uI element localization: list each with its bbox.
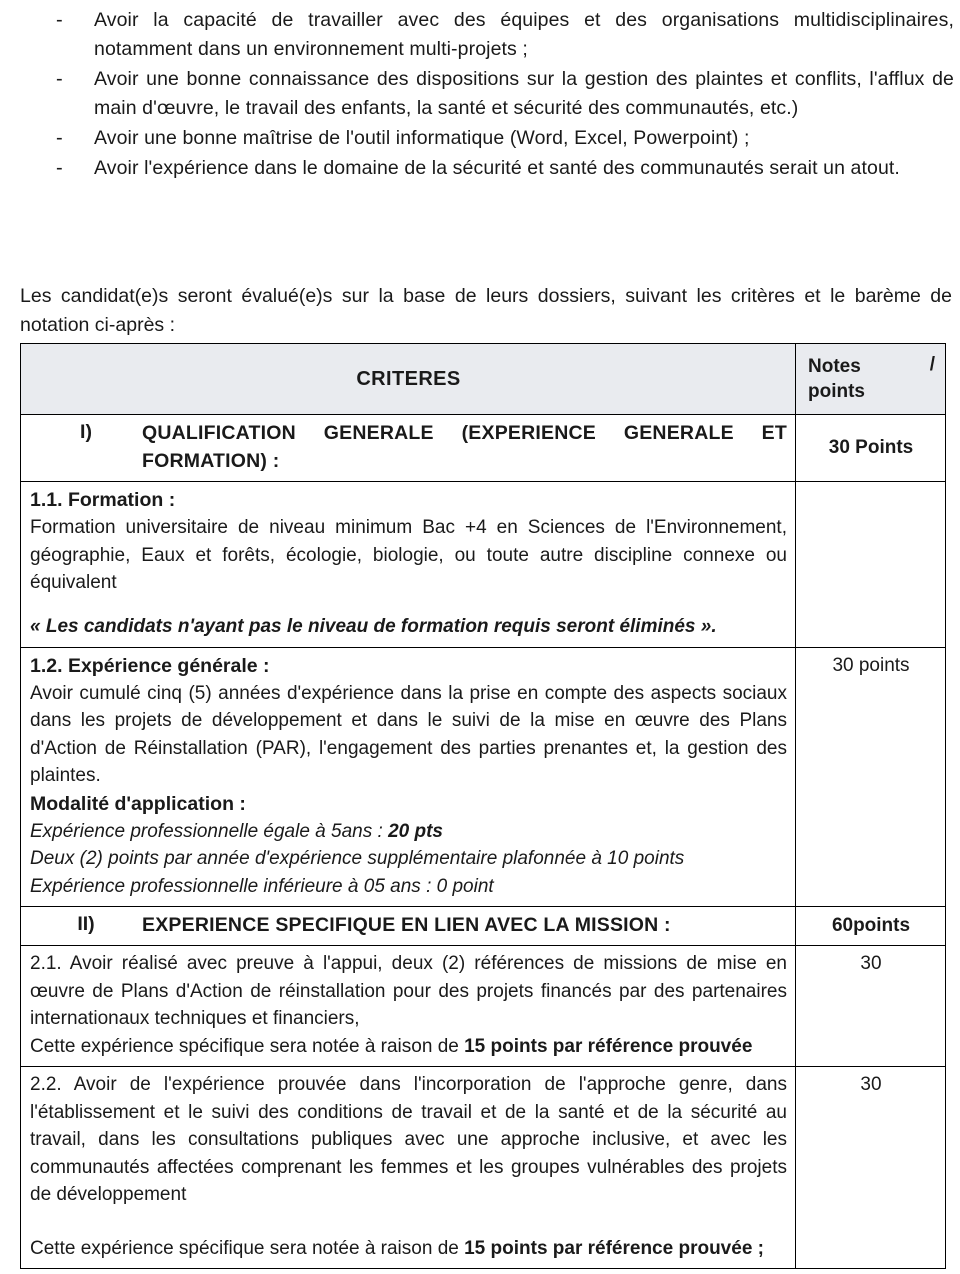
table-row-1-2 <box>21 647 946 907</box>
row-1-1-points <box>796 482 946 648</box>
dash-bullet-icon: - <box>56 68 63 90</box>
row-1-1-cell <box>21 482 796 648</box>
table-row-section-1 <box>21 415 946 482</box>
row-1-2-title: 1.2. Expérience générale : <box>30 654 270 677</box>
section-2-numeral: II) <box>77 913 95 935</box>
row-2-1-body: 2.1. Avoir réalisé avec preuve à l'appui, deux (2) références de missions de mise en œuvre de Plans d'Action de réinstallation pour des projets financés par des partenaires internationaux techniques et financiers, <box>30 953 787 1029</box>
row-2-2-scoring: Cette expérience spécifique sera notée à raison de 15 points par référence prouvée ; <box>30 1237 764 1259</box>
list-item-text: Avoir une bonne maîtrise de l'outil informatique (Word, Excel, Powerpoint) ; <box>94 127 750 149</box>
header-cell-criteria <box>21 344 796 415</box>
list-item <box>56 6 954 64</box>
header-cell-notes <box>796 344 946 415</box>
row-1-2-modality-line-2: Deux (2) points par année d'expérience supplémentaire plafonnée à 10 points <box>30 848 685 869</box>
row-2-2-body: 2.2. Avoir de l'expérience prouvée dans l'incorporation de l'approche genre, dans l'établissement et le suivi des conditions de travail et de la santé et de la sécurité au travail, dans les consultations publiques avec une approche inclusive, et avec les communautés affectées comprenant les femmes et les groupes vulnérables des projets de développement <box>30 1074 787 1205</box>
intro-paragraph: Les candidat(e)s seront évalué(e)s sur la base de leurs dossiers, suivant les critères et le barème de notation ci-après : <box>20 284 952 336</box>
table-row-section-2 <box>21 907 946 946</box>
list-item-text: Avoir la capacité de travailler avec des équipes et des organisations multidisciplinaires, notamment dans un environnement multi-projets ; <box>94 9 954 60</box>
row-1-2-modality-title: Modalité d'application : <box>30 792 246 815</box>
dash-bullet-icon: - <box>56 127 63 149</box>
section-2-title: EXPERIENCE SPECIFIQUE EN LIEN AVEC LA MISSION : <box>142 914 671 936</box>
row-1-2-modality-line-3: Expérience professionnelle inférieure à 05 ans : 0 point <box>30 875 494 897</box>
dash-bullet-icon: - <box>56 9 63 31</box>
table-header-row <box>21 344 946 415</box>
points-header-label: points <box>808 381 865 402</box>
criteria-scoring-table <box>20 343 946 1269</box>
list-item-text: Avoir une bonne connaissance des dispositions sur la gestion des plaintes et conflits, l'afflux de main d'œuvre, le travail des enfants, la santé et sécurité des communautés, etc.) <box>94 68 954 119</box>
criteria-header-label: CRITERES <box>356 367 461 390</box>
requirements-bullet-list <box>56 6 954 184</box>
row-2-1-points: 30 <box>796 946 946 1067</box>
section-1-numeral: I) <box>80 421 92 443</box>
section-2-points: 60points <box>796 907 946 946</box>
paragraph-spacer <box>30 1209 787 1235</box>
section-1-title: QUALIFICATION GENERALE (EXPERIENCE GENERALE ET FORMATION) : <box>142 422 787 472</box>
row-1-2-cell <box>21 647 796 907</box>
slash-separator: / <box>929 354 935 375</box>
row-1-2-body: Avoir cumulé cinq (5) années d'expérience dans la prise en compte des aspects sociaux dans les projets de développement et dans le suivi de la mise en œuvre des Plans d'Action de Réinstallation (PAR), l'engagement des parties prenantes et, la gestion des plaintes. <box>30 682 787 786</box>
row-2-2-points: 30 <box>796 1067 946 1269</box>
row-2-1-scoring: Cette expérience spécifique sera notée à raison de 15 points par référence prouvée <box>30 1035 753 1057</box>
row-1-1-body: Formation universitaire de niveau minimum Bac +4 en Sciences de l'Environnement, géographie, Eaux et forêts, écologie, biologie, ou toute autre discipline connexe ou équivalent <box>30 517 787 593</box>
list-item <box>56 154 954 183</box>
list-item-text: Avoir l'expérience dans le domaine de la sécurité et santé des communautés serait un atout. <box>94 157 900 179</box>
row-2-1-scoring-emphasis: 15 points par référence prouvée <box>464 1035 753 1057</box>
table-row-2-1 <box>21 946 946 1067</box>
row-1-2-modality-line-1: Expérience professionnelle égale à 5ans : 20 pts <box>30 820 443 842</box>
section-1-cell <box>21 415 796 482</box>
section-2-cell <box>21 907 796 946</box>
list-item <box>56 65 954 123</box>
row-2-2-scoring-emphasis: 15 points par référence prouvée ; <box>464 1237 764 1259</box>
row-1-1-quote: « Les candidats n'ayant pas le niveau de formation requis seront éliminés ». <box>30 615 717 637</box>
modality-line-1-emphasis: 20 pts <box>388 820 443 842</box>
table-row-2-2 <box>21 1067 946 1269</box>
row-2-2-cell <box>21 1067 796 1269</box>
dash-bullet-icon: - <box>56 157 63 179</box>
notes-header-label: Notes <box>808 356 861 377</box>
section-1-points: 30 Points <box>796 415 946 482</box>
table-row-1-1 <box>21 482 946 648</box>
list-item <box>56 124 954 153</box>
row-2-1-cell <box>21 946 796 1067</box>
row-1-1-title: 1.1. Formation : <box>30 489 176 511</box>
row-1-2-points: 30 points <box>796 647 946 907</box>
